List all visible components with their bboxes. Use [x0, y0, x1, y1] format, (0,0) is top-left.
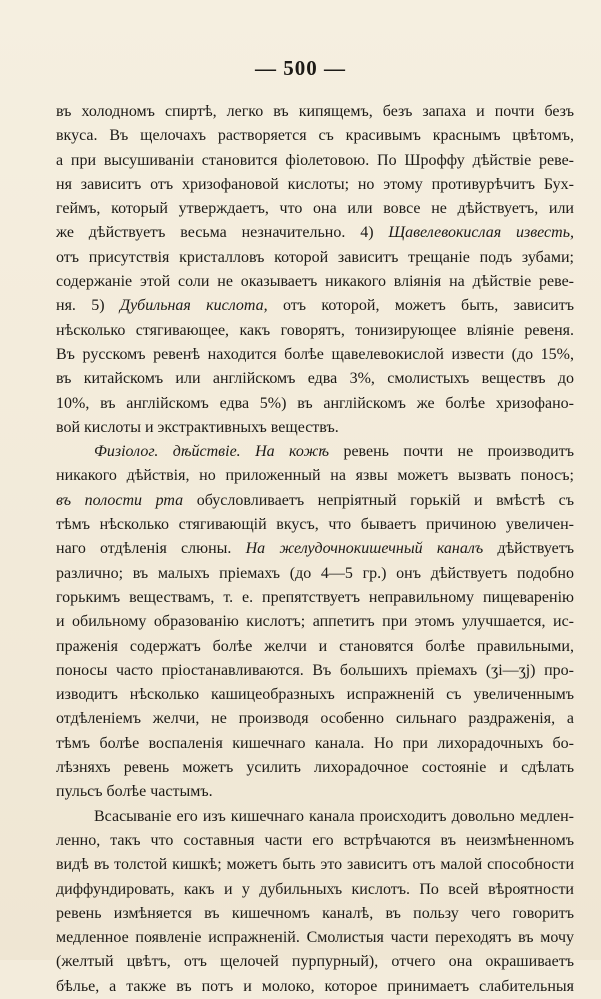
text-line: отдѣленіемъ желчи, не производя особенно сильнаго раздраженія, а: [56, 710, 574, 728]
text-line: нѣсколько стягивающее, какъ говорятъ, тонизирующее вліяніе ревеня.: [56, 321, 574, 339]
text-span: же дѣйствуетъ весьма незначительно. 4): [56, 224, 389, 242]
text-span: наго отдѣленія слюны.: [56, 540, 246, 558]
text-line: бѣлье, а также въ потъ и молоко, которое принимаетъ слабительныя: [56, 977, 574, 995]
text-line: лѣзняхъ ревень можетъ усилить лихорадочное состояніе и сдѣлать: [56, 759, 574, 777]
text-line: вой кислоты и экстрактивныхъ веществъ.: [56, 418, 339, 436]
text-span: ня. 5): [56, 297, 120, 315]
text-line: [56, 221, 574, 245]
text-line: различно; въ малыхъ пріемахъ (до 4—5 гр.) онъ дѣйствуетъ подобно: [56, 564, 574, 582]
text-line: тѣмъ болѣе воспаленія кишечнаго канала. Но при лихорадочныхъ бо-: [56, 734, 574, 752]
text-line: ревень измѣняется въ кишечномъ каналѣ, въ пользу чего говоритъ: [56, 904, 574, 922]
text-line: тѣмъ нѣсколько стягивающій вкусъ, что бываетъ причиною увеличен-: [56, 516, 574, 534]
italic-term: На кожѣ: [255, 443, 330, 461]
text-line: 10%, въ англійскомъ едва 5%) въ англійскомъ же болѣе хризофано-: [56, 394, 574, 412]
text-line: изводитъ нѣсколько кашицеобразныхъ испражненій съ увеличеннымъ: [56, 686, 574, 704]
text-line: [56, 294, 574, 318]
text-span: обусловливаетъ непріятный горькій и вмѣстѣ съ: [183, 491, 574, 509]
text-line: видѣ въ толстой кишкѣ; можетъ быть это зависитъ отъ малой способности: [56, 856, 574, 874]
text-line: геймъ, который утверждаетъ, что она или вовсе не дѣйствуетъ, или: [56, 200, 574, 218]
text-line: Въ русскомъ ревенѣ находится болѣе щавелевокислой извести (до 15%,: [56, 345, 574, 363]
text-line: въ китайскомъ или англійскомъ едва 3%, смолистыхъ веществъ до: [56, 370, 574, 388]
text-line: (желтый цвѣтъ, отъ щелочей пурпурный), отчего она окрашиваетъ: [56, 953, 574, 971]
text-line: горькимъ веществамъ, т. е. препятствуетъ неправильному пищеваренію: [56, 588, 574, 606]
italic-term: На желудочнокишечный каналъ: [245, 540, 484, 558]
text-span: отъ которой, можетъ быть, зависитъ: [267, 297, 575, 315]
text-span: ревень почти не производитъ: [329, 443, 574, 461]
text-line: Всасываніе его изъ кишечнаго канала происходитъ довольно медлен-: [94, 807, 574, 825]
text-line: пульсъ болѣе частымъ.: [56, 783, 213, 801]
text-span: дѣйствуетъ: [483, 540, 574, 558]
text-line: содержаніе этой соли не оказываетъ никакого вліянія на дѣйствіе реве-: [56, 273, 574, 291]
text-line: праженія содержатъ болѣе желчи и становятся болѣе правильными,: [56, 637, 574, 655]
text-line: ленно, такъ что составныя части его встрѣчаются въ неизмѣненномъ: [56, 831, 574, 849]
text-line: отъ присутствія кристалловъ которой зависитъ трещаніе подъ зубами;: [56, 248, 574, 266]
text-line: медленное появленіе испражненій. Смолистыя части переходятъ въ мочу: [56, 929, 574, 947]
body-text: [56, 100, 574, 999]
text-line: ня зависитъ отъ хризофановой кислоты; но этому противурѣчитъ Бух-: [56, 175, 574, 193]
italic-term: Физіолог. дѣйствіе.: [94, 443, 241, 461]
text-line: и обильному образованію кислотъ; аппетитъ при этомъ улучшается, ис-: [56, 613, 574, 631]
text-line: [56, 440, 574, 464]
text-line: [56, 537, 574, 561]
italic-term: Щавелевокислая известь,: [388, 224, 574, 242]
text-line: диффундировать, какъ и у дубильныхъ кислотъ. По всей вѣроятности: [56, 880, 574, 898]
text-line: поносы часто пріостанавливаются. Въ большихъ пріемахъ (ʒі—ʒj) про-: [56, 661, 574, 679]
text-line: [56, 489, 574, 513]
text-line: никакого дѣйствія, но приложенный на язвы можетъ вызвать поносъ;: [56, 467, 574, 485]
italic-term: въ полости рта: [56, 491, 184, 509]
text-line: вкуса. Въ щелочахъ растворяется съ красивымъ краснымъ цвѣтомъ,: [56, 127, 574, 145]
italic-term: Дубильная кислота,: [119, 297, 268, 315]
page-number: — 500 —: [255, 56, 346, 80]
text-line: а при высушиваніи становится фіолетовою. По Шроффу дѣйствіе реве-: [56, 151, 574, 169]
text-line: въ холодномъ спиртѣ, легко въ кипящемъ, безъ запаха и почти безъ: [56, 103, 574, 120]
